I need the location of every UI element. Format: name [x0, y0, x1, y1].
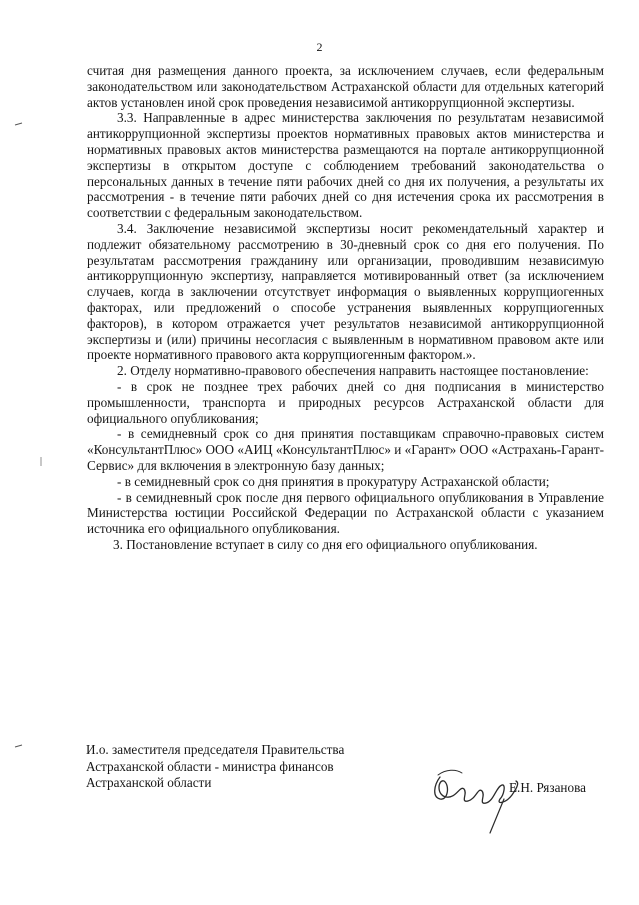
signatory-line-3: Астраханской области: [86, 775, 212, 790]
list-item-ministry: - в срок не позднее трех рабочих дней со дня подписания в министерство промышленности, транспорта и природных ресурсов Астраханской области для официального опубликования;: [87, 378, 604, 426]
scan-mark: [14, 120, 24, 128]
paragraph-3-3: 3.3. Направленные в адрес министерства заключения по результатам независимой антикоррупционной экспертизы проектов нормативных правовых актов министерства и нормативных правовых актов министерства размещаются на портале антикоррупционной экспертизы в открытом доступе с соблюдением требований законодательства о персональных данных в течение пяти рабочих дней со дня их получения, а результаты их рассмотрения - в течение пяти рабочих дней со дня истечения срока их рассмотрения в соответствии с федеральным законодательством.: [87, 110, 604, 221]
scan-mark: [38, 456, 44, 468]
signatory-line-2: Астраханской области - министра финансов: [86, 758, 334, 774]
list-item-prosecutor: - в семидневный срок со дня принятия в прокуратуру Астраханской области;: [117, 473, 550, 489]
signatory-name: Е.Н. Рязанова: [509, 780, 586, 795]
paragraph-3: 3. Постановление вступает в силу со дня его официального опубликования.: [113, 536, 538, 552]
paragraph-3-4: 3.4. Заключение независимой экспертизы носит рекомендательный характер и подлежит обязательному рассмотрению в 30-дневный срок со дня его получения. По результатам рассмотрения гражданину или организации, проводившим независимую антикоррупционную экспертизу, направляется мотивированный ответ (за исключением случаев, когда в заключении отсутствует информация о выявленных коррупциогенных факторах, или предложений о способе устранения выявленных коррупциогенных факторов), в котором отражается учет результатов независимой антикоррупционной экспертизы и (или) причины несогласия с выявленным в нормативном правовом акте или проекте нормативного правового акта коррупциогенным фактором.».: [87, 220, 604, 363]
paragraph-continuation: считая дня размещения данного проекта, за исключением случаев, если федеральным законодательством или законодательством Астраханской области для отдельных категорий актов установлен иной срок проведения независимой антикоррупционной экспертизы.: [87, 63, 604, 110]
signatory-line-1: И.о. заместителя председателя Правительства: [86, 742, 345, 757]
page-number: 2: [316, 40, 323, 54]
scan-mark: [14, 742, 24, 750]
list-item-justice-ministry: - в семидневный срок после дня первого официального опубликования в Управление Министерства юстиции Российской Федерации по Астраханской области с указанием источника его официального опубликования.: [87, 489, 604, 537]
document-body: [87, 63, 604, 553]
paragraph-2: 2. Отделу нормативно-правового обеспечения направить настоящее постановление:: [117, 363, 589, 379]
list-item-legal-systems: - в семидневный срок со дня принятия поставщикам справочно-правовых систем «КонсультантПлюс» ООО «АИЦ «КонсультантПлюс» и «Гарант» ООО «Астрахань-Гарант-Сервис» для включения в электронную базу данных;: [87, 426, 604, 473]
signatory-title: [86, 742, 344, 792]
